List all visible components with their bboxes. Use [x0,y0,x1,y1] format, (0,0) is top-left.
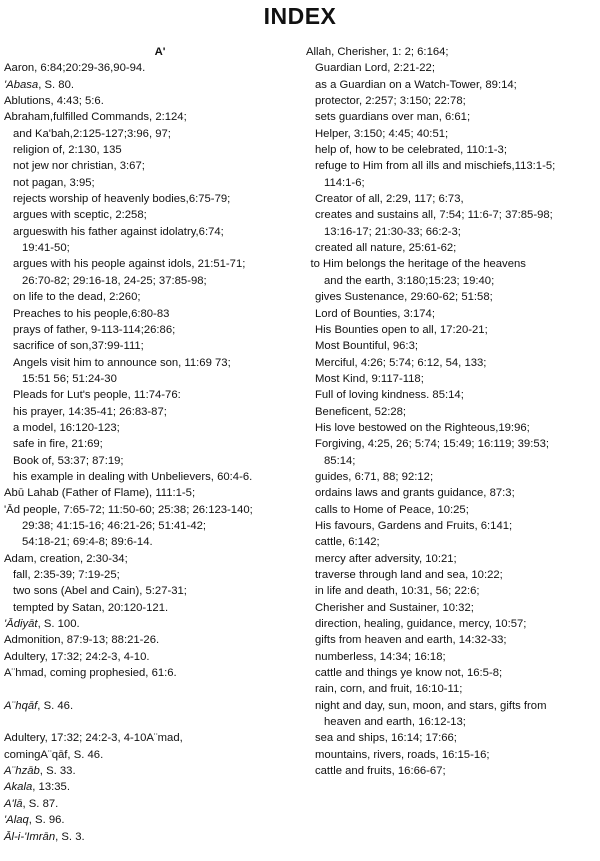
page-title: INDEX [263,3,337,29]
entry-term-italic: 'Abasa [4,78,39,91]
index-entry: 29:38; 41:15-16; 46:21-26; 51:41-42; [22,519,207,532]
index-entry: Adultery, 17:32; 24:2-3, 4-10A¨mad, [4,732,183,745]
index-entry: mercy after adversity, 10:21; [315,552,457,565]
index-column-left [4,44,296,845]
index-entry: Aaron, 6:84;20:29-36,90-94. [4,62,146,75]
index-entry: gives Sustenance, 29:60-62; 51:58; [315,291,493,304]
index-entry: Book of, 53:37; 87:19; [13,454,124,467]
index-entry: Admonition, 87:9-13; 88:21-26. [4,634,160,647]
index-entry [4,714,296,730]
index-entry: sacrifice of son,37:99-111; [13,340,144,353]
index-entry: help of, how to be celebrated, 110:1-3; [315,144,507,157]
entry-references: , S. 46. [37,699,74,712]
entry-term-italic: 'Ādiyāt [4,618,38,631]
index-entry: a model, 16:120-123; [13,421,120,434]
index-entry: guides, 6:71, 88; 92:12; [315,470,434,483]
index-entry: 19:41-50; [22,242,70,255]
index-entry: A¨hmad, coming prophesied, 61:6. [4,667,177,680]
index-entry: safe in fire, 21:69; [13,438,103,451]
entry-references: , S. 87. [22,797,59,810]
index-entry: as a Guardian on a Watch-Tower, 89:14; [315,78,517,91]
index-entry: comingA¨qāf, S. 46. [4,748,104,761]
index-entry: tempted by Satan, 20:120-121. [13,601,169,614]
index-entry [4,829,296,845]
index-entry: Angels visit him to announce son, 11:69 73; [13,356,231,369]
index-entry: His love bestowed on the Righteous,19:96; [315,421,530,434]
index-entry: not jew nor christian, 3:67; [13,160,145,173]
index-entry: Adam, creation, 2:30-34; [4,552,128,565]
index-entry: to Him belongs the heritage of the heavens [310,258,526,271]
index-entry: Full of loving kindness. 85:14; [315,389,464,402]
index-entry: Allah, Cherisher, 1: 2; 6:164; [306,46,449,58]
index-entry: protector, 2:257; 3:150; 22:78; [315,95,466,108]
index-entry [4,763,296,779]
entry-references: , S. 100. [37,618,80,631]
index-entry: 85:14; [324,454,356,467]
index-entry: cattle and things ye know not, 16:5-8; [315,667,503,680]
index-entry: not pagan, 3:95; [13,176,95,189]
index-entry: in life and death, 10:31, 56; 22:6; [315,585,480,598]
index-entry: rejects worship of heavenly bodies,6:75-79; [13,193,231,206]
entry-term-italic: Akala [4,781,33,794]
index-entry: sets guardians over man, 6:61; [315,111,471,124]
index-entry: refuge to Him from all ills and mischiefs,113:1-5; [315,160,556,173]
index-entry [4,698,296,714]
index-entry: 15:51 56; 51:24-30 [22,372,117,385]
index-entry: argueswith his father against idolatry,6:74; [13,225,224,238]
index-entry: traverse through land and sea, 10:22; [315,569,503,581]
index-entry: his example in dealing with Unbelievers, 60:4-6. [13,470,253,483]
index-entry: Merciful, 4:26; 5:74; 6:12, 54, 133; [315,356,487,369]
index-entry: sea and ships, 16:14; 17:66; [315,732,457,745]
index-entry: Lord of Bounties, 3:174; [315,307,435,320]
index-entry: argues with sceptic, 2:258; [13,209,147,222]
index-entry: ordains laws and grants guidance, 87:3; [315,487,515,500]
index-entry: created all nature, 25:61-62; [315,242,457,255]
index-entry [4,681,296,697]
section-letter-heading: A' [154,46,166,58]
index-entry: calls to Home of Peace, 10:25; [315,503,469,516]
index-entry: Adultery, 17:32; 24:2-3, 4-10. [4,650,150,663]
index-entry: mountains, rivers, roads, 16:15-16; [315,748,490,761]
index-entry: argues with his people against idols, 21:51-71; [13,258,246,271]
index-entry: Beneficent, 52:28; [315,405,407,418]
index-entry [4,796,296,812]
index-entry: Guardian Lord, 2:21-22; [315,62,435,75]
entry-term-italic: A¨hqāf [4,699,38,712]
index-entry: Most Kind, 9:117-118; [315,372,424,385]
index-entry: numberless, 14:34; 16:18; [315,650,446,663]
index-entry: Abraham,fulfilled Commands, 2:124; [4,111,187,124]
index-entry: prays of father, 9-113-114;26:86; [13,323,176,336]
index-entry: religion of, 2:130, 135 [13,144,122,157]
index-entry: direction, healing, guidance, mercy, 10:57; [315,618,527,631]
entry-references: , S. 80. [38,78,74,91]
index-entry: Pleads for Lut's people, 11:74-76: [13,389,181,402]
index-entry: 'Ād people, 7:65-72; 11:50-60; 25:38; 26:123-140; [4,503,253,516]
index-entry [4,77,296,93]
index-entry [4,616,296,632]
index-entry: 26:70-82; 29:16-18, 24-25; 37:85-98; [22,274,207,287]
index-entry: Preaches to his people,6:80-83 [13,307,170,320]
index-entry: 114:1-6; [324,176,365,189]
index-entry: Creator of all, 2:29, 117; 6:73, [315,193,464,206]
entry-term-italic: Āl-i-'Imrān [4,830,56,843]
index-entry [4,812,296,828]
index-entry: rain, corn, and fruit, 16:10-11; [315,683,463,696]
index-entry: Forgiving, 4:25, 26; 5:74; 15:49; 16:119; 39:53; [315,438,550,451]
index-entry: fall, 2:35-39; 7:19-25; [13,569,120,581]
index-entry: and Ka'bah,2:125-127;3:96, 97; [13,127,171,140]
index-entry: Cherisher and Sustainer, 10:32; [315,601,474,614]
index-entry: His favours, Gardens and Fruits, 6:141; [315,519,513,532]
index-entry: 13:16-17; 21:30-33; 66:2-3; [324,225,461,238]
index-entry: Helper, 3:150; 4:45; 40:51; [315,127,449,140]
entry-references: , 13:35. [32,781,70,794]
index-entry: heaven and earth, 16:12-13; [324,716,466,729]
index-entry: Most Bountiful, 96:3; [315,340,418,353]
index-entry: 54:18-21; 69:4-8; 89:6-14. [22,536,153,549]
index-entry: night and day, sun, moon, and stars, gifts from [315,699,547,712]
index-entry: His Bounties open to all, 17:20-21; [315,323,488,336]
index-entry: on life to the dead, 2:260; [13,291,141,304]
entry-references: , S. 96. [28,814,65,827]
entry-references: , S. 3. [55,830,85,843]
index-entry: cattle and fruits, 16:66-67; [315,765,446,778]
index-entry [4,779,296,795]
index-entry: two sons (Abel and Cain), 5:27-31; [13,585,187,598]
index-entry: gifts from heaven and earth, 14:32-33; [315,634,507,647]
entry-references: , S. 33. [39,765,76,778]
index-entry: Ablutions, 4:43; 5:6. [4,95,104,108]
index-entry: and the earth, 3:180;15:23; 19:40; [324,274,495,287]
index-entry: his prayer, 14:35-41; 26:83-87; [13,405,167,418]
index-column-right [306,44,598,779]
entry-term-italic: A'lā [4,797,23,810]
index-entry: creates and sustains all, 7:54; 11:6-7; 37:85-98; [315,209,553,222]
entry-term-italic: A¨hzāb [4,765,40,778]
index-entry: Abū Lahab (Father of Flame), 111:1-5; [4,487,196,500]
index-entry: cattle, 6:142; [315,536,380,549]
entry-term-italic: 'Alaq [4,814,29,827]
